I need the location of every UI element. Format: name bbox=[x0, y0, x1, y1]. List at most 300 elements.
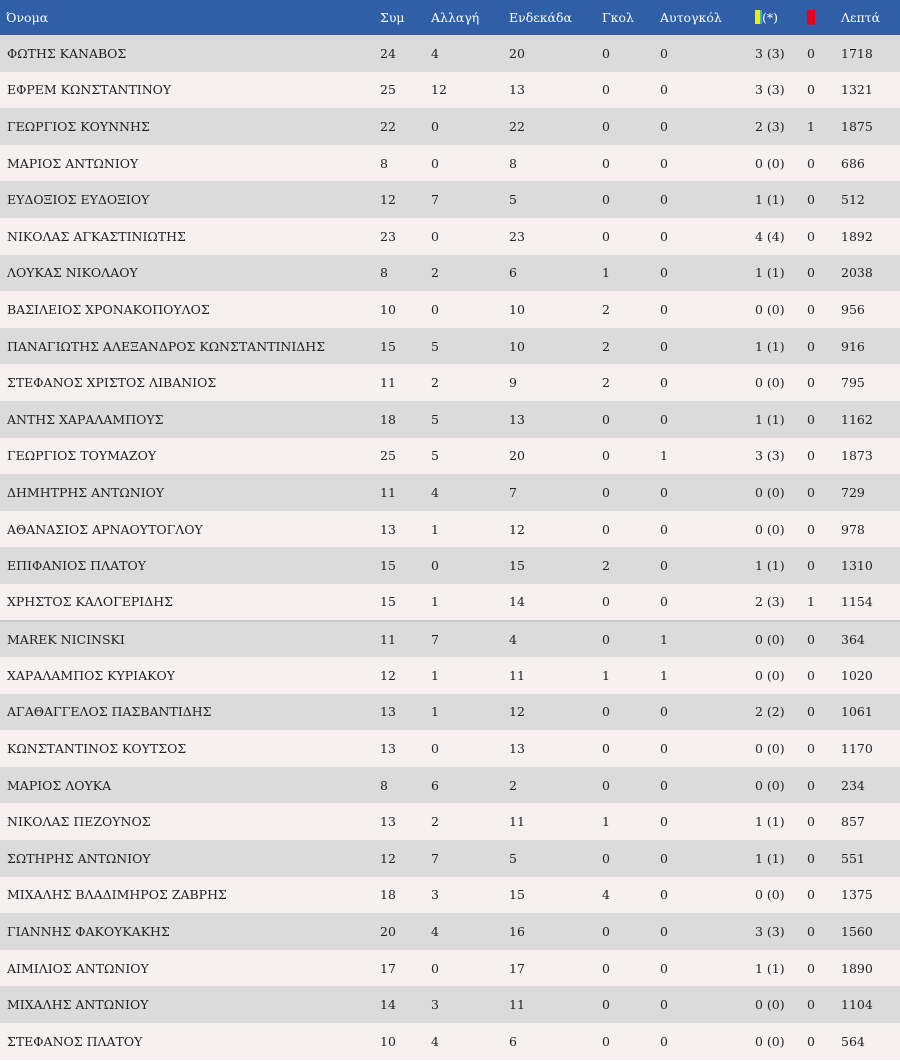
table-row bbox=[0, 840, 900, 877]
cell-minutes: 551 bbox=[841, 850, 865, 866]
cell-name[interactable]: ΕΦΡΕΜ ΚΩΝΣΤΑΝΤΙΝΟΥ bbox=[7, 82, 172, 98]
cell-name[interactable]: ΑΝΤΗΣ ΧΑΡΑΛΑΜΠΟΥΣ bbox=[7, 411, 164, 427]
cell-apps: 25 bbox=[380, 82, 396, 98]
cell-yellow: 0 (0) bbox=[755, 521, 785, 537]
cell-yellow: 4 (4) bbox=[755, 228, 785, 244]
table-row bbox=[0, 913, 900, 950]
cell-yellow: 2 (3) bbox=[755, 594, 785, 610]
cell-subs: 0 bbox=[431, 558, 439, 574]
cell-own-goals: 0 bbox=[660, 704, 668, 720]
cell-name[interactable]: ΓΕΩΡΓΙΟΣ ΤΟΥΜΑΖΟΥ bbox=[7, 448, 157, 464]
table-row bbox=[0, 328, 900, 365]
table-row bbox=[0, 1023, 900, 1060]
cell-yellow: 1 (1) bbox=[755, 265, 785, 281]
cell-red: 0 bbox=[807, 850, 815, 866]
cell-minutes: 1310 bbox=[841, 558, 873, 574]
header-starts[interactable] bbox=[509, 0, 602, 35]
cell-minutes: 795 bbox=[841, 375, 865, 391]
cell-apps: 13 bbox=[380, 814, 396, 830]
cell-red: 0 bbox=[807, 704, 815, 720]
cell-goals: 1 bbox=[602, 814, 610, 830]
cell-goals: 0 bbox=[602, 704, 610, 720]
cell-goals: 0 bbox=[602, 82, 610, 98]
cell-red: 0 bbox=[807, 924, 815, 940]
cell-goals: 1 bbox=[602, 667, 610, 683]
cell-goals: 0 bbox=[602, 118, 610, 134]
cell-yellow: 1 (1) bbox=[755, 338, 785, 354]
cell-starts: 11 bbox=[509, 667, 525, 683]
cell-apps: 8 bbox=[380, 155, 388, 171]
cell-minutes: 512 bbox=[841, 192, 865, 208]
table-header-row bbox=[0, 0, 900, 35]
cell-goals: 2 bbox=[602, 338, 610, 354]
cell-minutes: 1104 bbox=[841, 997, 873, 1013]
table-row bbox=[0, 547, 900, 584]
cell-goals: 4 bbox=[602, 887, 610, 903]
cell-yellow: 3 (3) bbox=[755, 45, 785, 61]
cell-name[interactable]: ΦΩΤΗΣ ΚΑΝΑΒΟΣ bbox=[7, 45, 127, 61]
cell-subs: 2 bbox=[431, 814, 439, 830]
table-row bbox=[0, 72, 900, 109]
cell-goals: 0 bbox=[602, 621, 660, 658]
cell-starts: 20 bbox=[509, 448, 525, 464]
cell-yellow: 0 (0) bbox=[755, 484, 785, 500]
cell-minutes: 857 bbox=[841, 814, 865, 830]
cell-subs: 3 bbox=[431, 997, 439, 1013]
cell-apps: 13 bbox=[380, 704, 396, 720]
cell-goals: 2 bbox=[602, 375, 610, 391]
cell-name[interactable]: ΣΩΤΗΡΗΣ ΑΝΤΩΝΙΟΥ bbox=[7, 850, 151, 866]
cell-starts: 11 bbox=[509, 997, 525, 1013]
cell-starts: 14 bbox=[509, 594, 525, 610]
table-row bbox=[0, 730, 900, 767]
cell-red: 0 bbox=[807, 521, 815, 537]
cell-goals: 0 bbox=[602, 411, 610, 427]
cell-yellow: 1 (1) bbox=[755, 411, 785, 427]
yellow-card-icon bbox=[755, 10, 762, 24]
header-apps-label: Συμ bbox=[380, 10, 405, 25]
cell-red: 0 bbox=[807, 667, 815, 683]
cell-minutes: 686 bbox=[841, 155, 865, 171]
cell-goals: 0 bbox=[602, 45, 610, 61]
cell-apps: 15 bbox=[380, 338, 396, 354]
cell-goals: 0 bbox=[602, 960, 610, 976]
table-row bbox=[0, 255, 900, 292]
cell-starts: 15 bbox=[509, 887, 525, 903]
cell-own-goals: 1 bbox=[660, 448, 668, 464]
cell-goals: 0 bbox=[602, 192, 610, 208]
cell-yellow: 0 (0) bbox=[755, 621, 807, 658]
cell-own-goals: 0 bbox=[660, 521, 668, 537]
table-row bbox=[0, 35, 900, 72]
cell-minutes: 1892 bbox=[841, 228, 873, 244]
cell-goals: 2 bbox=[602, 558, 610, 574]
header-goals-label: Γκολ bbox=[602, 10, 634, 25]
cell-subs: 7 bbox=[431, 192, 439, 208]
cell-starts: 16 bbox=[509, 924, 525, 940]
cell-name[interactable]: ΕΥΔΟΞΙΟΣ ΕΥΔΟΞΙΟΥ bbox=[7, 192, 150, 208]
cell-subs: 4 bbox=[431, 484, 439, 500]
cell-yellow: 0 (0) bbox=[755, 777, 785, 793]
cell-yellow: 2 (2) bbox=[755, 704, 785, 720]
cell-red: 0 bbox=[807, 411, 815, 427]
table-row bbox=[0, 474, 900, 511]
header-yellow[interactable] bbox=[755, 0, 807, 35]
cell-starts: 12 bbox=[509, 521, 525, 537]
cell-own-goals: 0 bbox=[660, 741, 668, 757]
cell-goals: 0 bbox=[602, 741, 610, 757]
cell-starts: 23 bbox=[509, 228, 525, 244]
cell-minutes: 978 bbox=[841, 521, 865, 537]
cell-red: 1 bbox=[807, 594, 815, 610]
cell-apps: 11 bbox=[380, 621, 431, 658]
cell-name[interactable]: ΔΗΜΗΤΡΗΣ ΑΝΤΩΝΙΟΥ bbox=[7, 484, 165, 500]
cell-own-goals: 0 bbox=[660, 1033, 668, 1049]
cell-yellow: 0 (0) bbox=[755, 667, 785, 683]
cell-goals: 0 bbox=[602, 594, 610, 610]
cell-subs: 2 bbox=[431, 375, 439, 391]
table-row bbox=[0, 511, 900, 548]
cell-starts: 22 bbox=[509, 118, 525, 134]
cell-own-goals: 0 bbox=[660, 411, 668, 427]
cell-yellow: 0 (0) bbox=[755, 155, 785, 171]
cell-apps: 11 bbox=[380, 375, 396, 391]
table-row bbox=[0, 401, 900, 438]
red-card-icon bbox=[807, 10, 815, 25]
cell-starts: 12 bbox=[509, 704, 525, 720]
cell-subs: 2 bbox=[431, 265, 439, 281]
header-subs-label: Αλλαγή bbox=[431, 10, 480, 25]
cell-red: 0 bbox=[807, 228, 815, 244]
cell-subs: 0 bbox=[431, 301, 439, 317]
cell-goals: 0 bbox=[602, 228, 610, 244]
cell-yellow: 3 (3) bbox=[755, 82, 785, 98]
header-minutes-label: Λεπτά bbox=[841, 10, 881, 25]
cell-subs: 1 bbox=[431, 521, 439, 537]
cell-yellow: 0 (0) bbox=[755, 741, 785, 757]
cell-starts: 13 bbox=[509, 411, 525, 427]
cell-apps: 12 bbox=[380, 667, 396, 683]
cell-goals: 0 bbox=[602, 448, 610, 464]
cell-apps: 11 bbox=[380, 484, 396, 500]
cell-red: 1 bbox=[807, 118, 815, 134]
cell-name[interactable]: ΧΑΡΑΛΑΜΠΟΣ ΚΥΡΙΑΚΟΥ bbox=[7, 667, 175, 683]
table-row bbox=[0, 877, 900, 914]
cell-apps: 15 bbox=[380, 558, 396, 574]
cell-apps: 17 bbox=[380, 960, 396, 976]
cell-subs: 1 bbox=[431, 704, 439, 720]
table-row bbox=[0, 767, 900, 804]
cell-name[interactable]: ΑΘΑΝΑΣΙΟΣ ΑΡΝΑΟΥΤΟΓΛΟΥ bbox=[7, 521, 203, 537]
cell-name[interactable]: ΣΤΕΦΑΝΟΣ ΠΛΑΤΟΥ bbox=[7, 1033, 143, 1049]
cell-starts: 20 bbox=[509, 45, 525, 61]
cell-apps: 25 bbox=[380, 448, 396, 464]
cell-starts: 6 bbox=[509, 265, 517, 281]
table-row bbox=[0, 438, 900, 475]
cell-apps: 15 bbox=[380, 594, 396, 610]
cell-goals: 0 bbox=[602, 1033, 610, 1049]
table-row bbox=[0, 584, 900, 621]
cell-own-goals: 0 bbox=[660, 850, 668, 866]
cell-subs: 4 bbox=[431, 1033, 439, 1049]
header-apps[interactable] bbox=[380, 0, 431, 35]
cell-apps: 12 bbox=[380, 850, 396, 866]
cell-name[interactable]: ΓΕΩΡΓΙΟΣ ΚΟΥΝΝΗΣ bbox=[7, 118, 150, 134]
cell-name[interactable]: ΜΙΧΑΛΗΣ ΒΛΑΔΙΜΗΡΟΣ ΖΑΒΡΗΣ bbox=[7, 887, 227, 903]
cell-starts: 9 bbox=[509, 375, 517, 391]
cell-name[interactable]: ΜΑΡΙΟΣ ΛΟΥΚΑ bbox=[7, 777, 112, 793]
cell-name[interactable]: ΝΙΚΟΛΑΣ ΑΓΚΑΣΤΙΝΙΩΤΗΣ bbox=[7, 228, 186, 244]
cell-own-goals: 0 bbox=[660, 484, 668, 500]
cell-yellow: 0 (0) bbox=[755, 301, 785, 317]
table-row bbox=[0, 145, 900, 182]
cell-minutes: 364 bbox=[841, 621, 900, 658]
cell-name[interactable]: ΣΤΕΦΑΝΟΣ ΧΡΙΣΤΟΣ ΛΙΒΑΝΙΟΣ bbox=[7, 375, 217, 391]
cell-minutes: 1162 bbox=[841, 411, 873, 427]
cell-own-goals: 0 bbox=[660, 924, 668, 940]
cell-red: 0 bbox=[807, 448, 815, 464]
cell-subs: 6 bbox=[431, 777, 439, 793]
table-row bbox=[0, 291, 900, 328]
cell-goals: 0 bbox=[602, 924, 610, 940]
cell-apps: 20 bbox=[380, 924, 396, 940]
cell-name[interactable]: ΓΙΑΝΝΗΣ ΦΑΚΟΥΚΑΚΗΣ bbox=[7, 924, 170, 940]
cell-starts: 4 bbox=[509, 621, 602, 658]
cell-own-goals: 1 bbox=[660, 667, 668, 683]
cell-name[interactable]: ΜΑΡΙΟΣ ΑΝΤΩΝΙΟΥ bbox=[7, 155, 139, 171]
cell-goals: 2 bbox=[602, 301, 610, 317]
cell-starts: 10 bbox=[509, 338, 525, 354]
cell-minutes: 1873 bbox=[841, 448, 873, 464]
cell-minutes: 1890 bbox=[841, 960, 873, 976]
cell-minutes: 234 bbox=[841, 777, 865, 793]
cell-yellow: 3 (3) bbox=[755, 924, 785, 940]
cell-subs: 0 bbox=[431, 155, 439, 171]
cell-yellow: 1 (1) bbox=[755, 814, 785, 830]
cell-own-goals: 0 bbox=[660, 265, 668, 281]
cell-own-goals: 0 bbox=[660, 118, 668, 134]
cell-minutes: 1154 bbox=[841, 594, 873, 610]
cell-name[interactable]: ΜΙΧΑΛΗΣ ΑΝΤΩΝΙΟΥ bbox=[7, 997, 149, 1013]
header-own-goals[interactable] bbox=[660, 0, 755, 35]
cell-minutes: 1718 bbox=[841, 45, 873, 61]
cell-own-goals: 0 bbox=[660, 228, 668, 244]
cell-starts: 15 bbox=[509, 558, 525, 574]
cell-apps: 18 bbox=[380, 411, 396, 427]
cell-subs: 4 bbox=[431, 924, 439, 940]
cell-subs: 0 bbox=[431, 960, 439, 976]
header-red[interactable] bbox=[807, 0, 841, 35]
cell-subs: 4 bbox=[431, 45, 439, 61]
cell-name[interactable]: MAREK NICINSKI bbox=[0, 621, 380, 658]
table-row bbox=[0, 621, 900, 658]
cell-subs: 5 bbox=[431, 411, 439, 427]
cell-subs: 5 bbox=[431, 448, 439, 464]
table-row bbox=[0, 364, 900, 401]
cell-subs: 5 bbox=[431, 338, 439, 354]
cell-goals: 0 bbox=[602, 521, 610, 537]
cell-own-goals: 0 bbox=[660, 82, 668, 98]
cell-own-goals: 0 bbox=[660, 997, 668, 1013]
cell-own-goals: 0 bbox=[660, 301, 668, 317]
header-subs[interactable] bbox=[431, 0, 509, 35]
cell-red: 0 bbox=[807, 265, 815, 281]
cell-starts: 17 bbox=[509, 960, 525, 976]
cell-name[interactable]: ΛΟΥΚΑΣ ΝΙΚΟΛΑΟΥ bbox=[7, 265, 138, 281]
cell-red: 0 bbox=[807, 375, 815, 391]
cell-minutes: 1170 bbox=[841, 741, 873, 757]
cell-red: 0 bbox=[807, 1033, 815, 1049]
header-name-label: Όνομα bbox=[6, 10, 49, 25]
cell-name[interactable]: ΚΩΝΣΤΑΝΤΙΝΟΣ ΚΟΥΤΣΟΣ bbox=[7, 741, 187, 757]
table-row bbox=[0, 694, 900, 731]
cell-minutes: 1375 bbox=[841, 887, 873, 903]
table-row bbox=[0, 950, 900, 987]
cell-apps: 10 bbox=[380, 301, 396, 317]
cell-name[interactable]: ΑΓΑΘΑΓΓΕΛΟΣ ΠΑΣΒΑΝΤΙΔΗΣ bbox=[7, 704, 212, 720]
cell-red: 0 bbox=[807, 45, 815, 61]
cell-goals: 0 bbox=[602, 484, 610, 500]
cell-yellow: 3 (3) bbox=[755, 448, 785, 464]
cell-goals: 0 bbox=[602, 155, 610, 171]
cell-own-goals: 0 bbox=[660, 814, 668, 830]
cell-minutes: 1321 bbox=[841, 82, 873, 98]
cell-subs: 3 bbox=[431, 887, 439, 903]
cell-starts: 7 bbox=[509, 484, 517, 500]
cell-red: 0 bbox=[807, 777, 815, 793]
cell-own-goals: 0 bbox=[660, 594, 668, 610]
cell-minutes: 1560 bbox=[841, 924, 873, 940]
table-row bbox=[0, 218, 900, 255]
cell-yellow: 1 (1) bbox=[755, 850, 785, 866]
cell-starts: 6 bbox=[509, 1033, 517, 1049]
cell-minutes: 1061 bbox=[841, 704, 873, 720]
cell-own-goals: 0 bbox=[660, 338, 668, 354]
cell-own-goals: 0 bbox=[660, 375, 668, 391]
table-body bbox=[0, 35, 900, 1060]
cell-starts: 2 bbox=[509, 777, 517, 793]
cell-apps: 23 bbox=[380, 228, 396, 244]
cell-red: 0 bbox=[807, 82, 815, 98]
cell-subs: 0 bbox=[431, 118, 439, 134]
cell-apps: 24 bbox=[380, 45, 396, 61]
header-yellow-label: (*) bbox=[762, 10, 779, 25]
cell-goals: 0 bbox=[602, 777, 610, 793]
cell-yellow: 1 (1) bbox=[755, 960, 785, 976]
cell-minutes: 1020 bbox=[841, 667, 873, 683]
cell-minutes: 1875 bbox=[841, 118, 873, 134]
cell-minutes: 916 bbox=[841, 338, 865, 354]
header-starts-label: Ενδεκάδα bbox=[509, 10, 572, 25]
cell-red: 0 bbox=[807, 621, 841, 658]
cell-yellow: 0 (0) bbox=[755, 375, 785, 391]
cell-red: 0 bbox=[807, 301, 815, 317]
cell-subs: 7 bbox=[431, 850, 439, 866]
header-goals[interactable] bbox=[602, 0, 660, 35]
cell-starts: 11 bbox=[509, 814, 525, 830]
cell-red: 0 bbox=[807, 997, 815, 1013]
cell-red: 0 bbox=[807, 741, 815, 757]
header-minutes[interactable] bbox=[841, 0, 900, 35]
cell-name[interactable]: ΕΠΙΦΑΝΙΟΣ ΠΛΑΤΟΥ bbox=[7, 558, 146, 574]
cell-goals: 0 bbox=[602, 850, 610, 866]
cell-red: 0 bbox=[807, 960, 815, 976]
cell-starts: 13 bbox=[509, 82, 525, 98]
cell-apps: 13 bbox=[380, 521, 396, 537]
table-row bbox=[0, 657, 900, 694]
cell-own-goals: 0 bbox=[660, 192, 668, 208]
cell-subs: 12 bbox=[431, 82, 447, 98]
cell-goals: 1 bbox=[602, 265, 610, 281]
cell-name[interactable]: ΧΡΗΣΤΟΣ ΚΑΛΟΓΕΡΙΔΗΣ bbox=[7, 594, 173, 610]
cell-own-goals: 0 bbox=[660, 155, 668, 171]
cell-red: 0 bbox=[807, 192, 815, 208]
cell-red: 0 bbox=[807, 814, 815, 830]
cell-yellow: 0 (0) bbox=[755, 997, 785, 1013]
cell-yellow: 0 (0) bbox=[755, 1033, 785, 1049]
cell-apps: 8 bbox=[380, 777, 388, 793]
cell-minutes: 2038 bbox=[841, 265, 873, 281]
cell-yellow: 2 (3) bbox=[755, 118, 785, 134]
cell-apps: 18 bbox=[380, 887, 396, 903]
cell-yellow: 1 (1) bbox=[755, 558, 785, 574]
cell-starts: 5 bbox=[509, 850, 517, 866]
cell-red: 0 bbox=[807, 558, 815, 574]
cell-minutes: 729 bbox=[841, 484, 865, 500]
cell-goals: 0 bbox=[602, 997, 610, 1013]
cell-own-goals: 0 bbox=[660, 558, 668, 574]
cell-apps: 8 bbox=[380, 265, 388, 281]
table-row bbox=[0, 181, 900, 218]
cell-apps: 13 bbox=[380, 741, 396, 757]
cell-own-goals: 0 bbox=[660, 777, 668, 793]
cell-own-goals: 1 bbox=[660, 621, 755, 658]
cell-own-goals: 0 bbox=[660, 887, 668, 903]
cell-minutes: 956 bbox=[841, 301, 865, 317]
table-row bbox=[0, 803, 900, 840]
cell-own-goals: 0 bbox=[660, 45, 668, 61]
table-row bbox=[0, 108, 900, 145]
header-own-goals-label: Αυτογκόλ bbox=[660, 10, 722, 25]
cell-subs: 0 bbox=[431, 741, 439, 757]
cell-name[interactable]: ΑΙΜΙΛΙΟΣ ΑΝΤΩΝΙΟΥ bbox=[7, 960, 149, 976]
cell-red: 0 bbox=[807, 155, 815, 171]
cell-red: 0 bbox=[807, 887, 815, 903]
cell-minutes: 564 bbox=[841, 1033, 865, 1049]
cell-apps: 12 bbox=[380, 192, 396, 208]
table-row bbox=[0, 986, 900, 1023]
cell-starts: 10 bbox=[509, 301, 525, 317]
cell-name[interactable]: ΠΑΝΑΓΙΩΤΗΣ ΑΛΕΞΑΝΔΡΟΣ ΚΩΝΣΤΑΝΤΙΝΙΔΗΣ bbox=[7, 338, 326, 354]
cell-red: 0 bbox=[807, 484, 815, 500]
cell-yellow: 1 (1) bbox=[755, 192, 785, 208]
cell-name[interactable]: ΝΙΚΟΛΑΣ ΠΕΖΟΥΝΟΣ bbox=[7, 814, 151, 830]
cell-starts: 5 bbox=[509, 192, 517, 208]
cell-starts: 13 bbox=[509, 741, 525, 757]
cell-apps: 14 bbox=[380, 997, 396, 1013]
cell-subs: 7 bbox=[431, 621, 509, 658]
cell-apps: 10 bbox=[380, 1033, 396, 1049]
cell-apps: 22 bbox=[380, 118, 396, 134]
cell-subs: 0 bbox=[431, 228, 439, 244]
cell-yellow: 0 (0) bbox=[755, 887, 785, 903]
header-name[interactable] bbox=[0, 0, 380, 35]
cell-starts: 8 bbox=[509, 155, 517, 171]
cell-name[interactable]: ΒΑΣΙΛΕΙΟΣ ΧΡΟΝΑΚΟΠΟΥΛΟΣ bbox=[7, 301, 210, 317]
cell-subs: 1 bbox=[431, 667, 439, 683]
cell-subs: 1 bbox=[431, 594, 439, 610]
cell-red: 0 bbox=[807, 338, 815, 354]
